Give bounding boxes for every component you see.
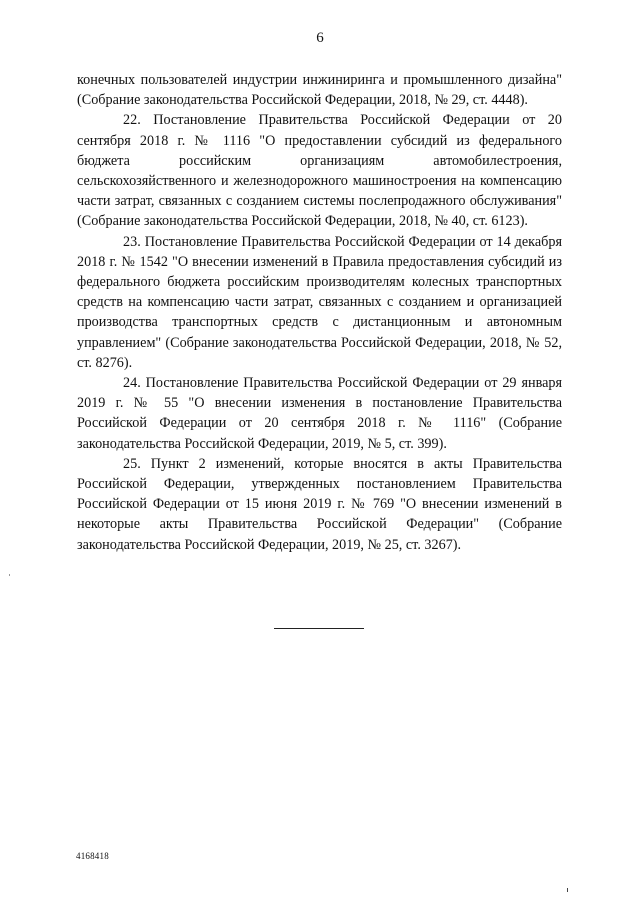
scan-artifact-tick xyxy=(567,888,568,892)
paragraph-continuation: конечных пользователей индустрии инжиниринга и промышленного дизайна" (Собрание законодательства Российской Федерации, 2018, № 29, ст. 4448). xyxy=(77,72,562,109)
list-item-24: 24. Постановление Правительства Российской Федерации от 29 января 2019 г. № 55 "О внесении изменения в постановление Правительства Российской Федерации от 20 сентября 2018 г. № 1116" (Собрание законодательства Российской Федерации, 2019, № 5, ст. 399). xyxy=(77,375,562,452)
page-number: 6 xyxy=(316,30,324,46)
list-item-23: 23. Постановление Правительства Российской Федерации от 14 декабря 2018 г. № 1542 "О внесении изменений в Правила предоставления субсидий из федерального бюджета российским производителям колесных транспортных средств на компенсацию части затрат, связанных с созданием и организацией производства транспортных средств с дистанционным и автономным управлением" (Собрание законодательства Российской Федерации, 2018, № 52, ст. 8276). xyxy=(77,233,562,371)
list-item-22: 22. Постановление Правительства Российской Федерации от 20 сентября 2018 г. № 1116 "О предоставлении субсидий из федерального бюджета российским организациям автомобилестроения, сельскохозяйственного и железнодорожного машиностроения на компенсацию части затрат, связанных с созданием системы послепродажного обслуживания" (Собрание законодательства Российской Федерации, 2018, № 40, ст. 6123). xyxy=(77,112,562,230)
document-body xyxy=(77,70,562,555)
scan-artifact-mark xyxy=(9,574,10,576)
document-code: 4168418 xyxy=(76,851,109,861)
end-separator-line xyxy=(274,628,364,629)
list-item-25: 25. Пункт 2 изменений, которые вносятся в акты Правительства Российской Федерации, утвержденных постановлением Правительства Российской Федерации от 15 июня 2019 г. № 769 "О внесении изменений в некоторые акты Правительства Российской Федерации" (Собрание законодательства Российской Федерации, 2019, № 25, ст. 3267). xyxy=(77,455,562,553)
